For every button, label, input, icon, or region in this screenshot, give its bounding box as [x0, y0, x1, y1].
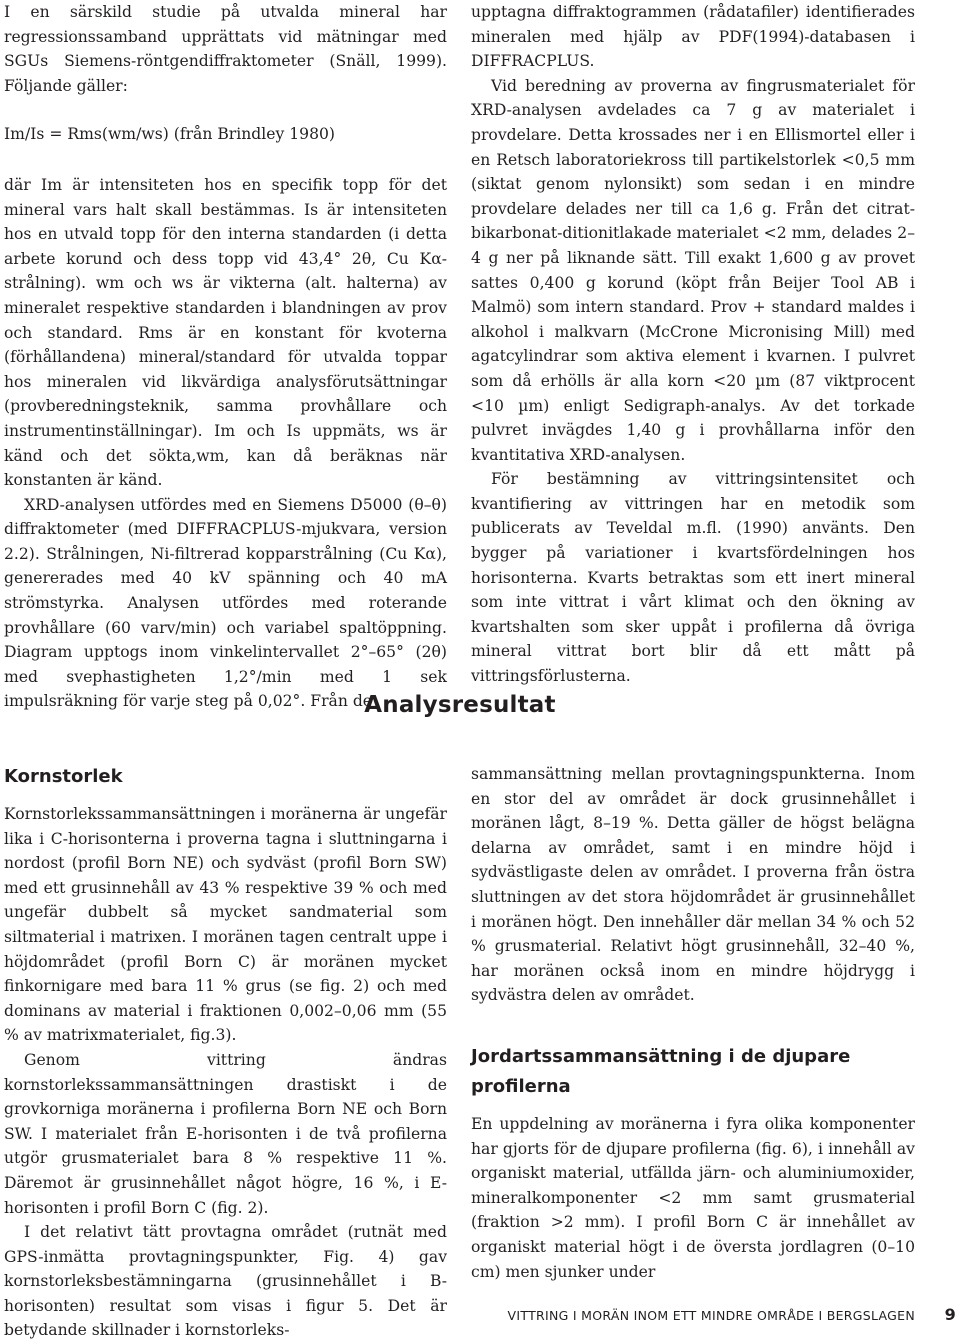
running-title: VITTRING I MORÄN INOM ETT MINDRE OMRÅDE I BERGSLAGEN: [507, 1308, 915, 1323]
left-column-bottom: [4, 762, 447, 1343]
formula: Im/Is = Rms(wm/ws) (från Brindley 1980): [4, 125, 336, 144]
paragraph: För bestämning av vittringsintensitet och kvantifiering av vittringen har en metodik som publicerats av Teveldal m.fl. (1990) använts. Den bygger på variationer i kvartsfördelningen hos horisonterna. Kvarts betraktas som ett inert mineral som inte vittrat i vårt klimat och den ökning av kvartshalten som sker uppåt i profilerna då övriga mineral vittrat bort blir då ett mått på vittringsförlusterna.: [471, 470, 915, 686]
paragraph: XRD-analysen utfördes med en Siemens D5000 (θ–θ) diffraktometer (med DIFFRACPLUS-mjukvara, version 2.2). Strålningen, Ni-filtrerad kopparstrålning (Cu Kα), genererades med 40 kV spänning och 40 mA strömstyrka. Analysen utfördes med roterande provhållare (60 varv/min) och variabel spaltöppning. Diagram upptogs inom vinkelintervallet 2°–65° (2θ) med svephastigheten 1,2°/min med 1 sek impulsräkning för varje steg på 0,02°. Från de: [4, 495, 447, 711]
paragraph: sammansättning mellan provtagningspunkterna. Inom en stor del av området är dock grusinnehållet i moränen lågt, 8–19 %. Detta gäller de högst belägna delarna av området, samt i en mindre höjd i sydvästligaste delen av området. I proverna från östra sluttningen av det stora höjdområdet är grusinnehållet i moränen högt. Den innehåller där mellan 34 % och 52 % grusmaterial. Relativt högt grusinnehåll, 32–40 %, har moränen också inom en mindre höjdrygg i sydvästra delen av området.: [471, 765, 915, 1005]
left-column-top: [4, 0, 447, 714]
paragraph: En uppdelning av moränerna i fyra olika komponenter har gjorts för de djupare profilerna (fig. 6), i innehåll av organiskt material, utfällda järn- och aluminiumoxider, mineralkomponenter <2 mm samt grusmaterial (fraktion >2 mm). I profil Born C är innehållet av organiskt material högt i de översta jordlagren (0–10 cm) men sjunker under: [471, 1114, 915, 1281]
heading-jordartssammansattning: Jordartssammansättning i de djupare profilerna: [471, 1045, 851, 1097]
paragraph: där Im är intensiteten hos en specifik topp för det mineral vars halt skall bestämmas. Is är intensiteten hos en utvald topp för den interna standarden (i detta arbete korund och dess topp vid 43,4° 2θ, Cu Kα-strålning). wm och ws är vikterna (alt. halterna) av mineralet respektive standarden i blandningen av prov och standard. Rms är en konstant för kvoterna (förhållandena) mineral/standard för utvalda toppar hos mineralen vid likvärdiga analysförutsättningar (provberedningsteknik, samma provhållare och instrumentinställningar). Im och Is uppmäts, ws är känd och det sökta,wm, kan då beräknas när konstanten är känd.: [4, 175, 447, 490]
paragraph: Vid beredning av proverna av fingrusmaterialet för XRD-analysen avdelades ca 7 g av materialet i provdelare. Detta krossades ner i en Ellismortel eller i en Retsch laboratoriekross till partikelstorlek <0,5 mm (siktat genom nylonsikt) som sedan i en mindre provdelare delades ner till ca 1,6 g. Från det citrat-bikarbonat-ditionitlakade materialet <2 mm, delades 2–4 g ner på liknande sätt. Till exakt 1,600 g av provet sattes 0,400 g korund (köpt från Beijer Tool AB i Malmö) som intern standard. Prov + standard maldes i alkohol i malkvarn (McCrone Micronising Mill) med agatcylindrar som aktiva element i kvarnen. I pulvret som då erhölls är alla korn <20 µm (87 viktprocent <10 µm) enligt Sedigraph-analys. Av det torkade pulvret invägdes 1,40 g i provhållarna inför den kvantitativa XRD-analysen.: [471, 76, 915, 464]
section-title: Analysresultat: [364, 692, 556, 718]
paragraph: I det relativt tätt provtagna området (rutnät med GPS-inmätta provtagningspunkter, Fig. 4) gav kornstorleksbestämningarna (grusinnehållet i B-horisonten) resultat som visas i figur 5. Det är betydande skillnader i kornstorleks-: [4, 1223, 447, 1340]
paragraph: I en särskild studie på utvalda mineral har regressionssamband upprättats vid mätningar med SGUs Siemens-röntgendiffraktometer (Snäll, 1999). Följande gäller:: [4, 3, 447, 95]
right-column-top: [471, 0, 915, 689]
paragraph: upptagna diffraktogrammen (rådatafiler) identifierades mineralen med hjälp av PDF(1994)-databasen i DIFFRACPLUS.: [471, 3, 915, 71]
page-number: 9: [944, 1305, 956, 1324]
paragraph: Kornstorlekssammansättningen i moränerna är ungefär lika i C-horisonterna i proverna tagna i sluttningarna i nordost (profil Born NE) och sydväst (profil Born SW) med ett grusinnehåll av 43 % respektive 39 % och med ungefär dubbelt så mycket sandmaterial som siltmaterial i matrixen. I moränen tagen centralt uppe i höjdområdet (profil Born C) är moränen mycket finkornigare med bara 11 % grus (se fig. 2) och med dominans av material i fraktionen 0,002–0,06 mm (55 % av matrixmaterialet, fig.3).: [4, 805, 447, 1045]
right-column-bottom: [471, 762, 915, 1284]
paragraph: Genom vittring ändras kornstorlekssammansättningen drastiskt i de grovkorniga moränerna i profilerna Born NE och Born SW. I materialet från E-horisonten i de två profilerna utgör grusmaterialet bara 8 % respektive 11 %. Däremot är grusinnehållet något högre, 16 %, i E-horisonten i profil Born C (fig. 2).: [4, 1050, 447, 1217]
heading-kornstorlek: Kornstorlek: [4, 766, 123, 787]
